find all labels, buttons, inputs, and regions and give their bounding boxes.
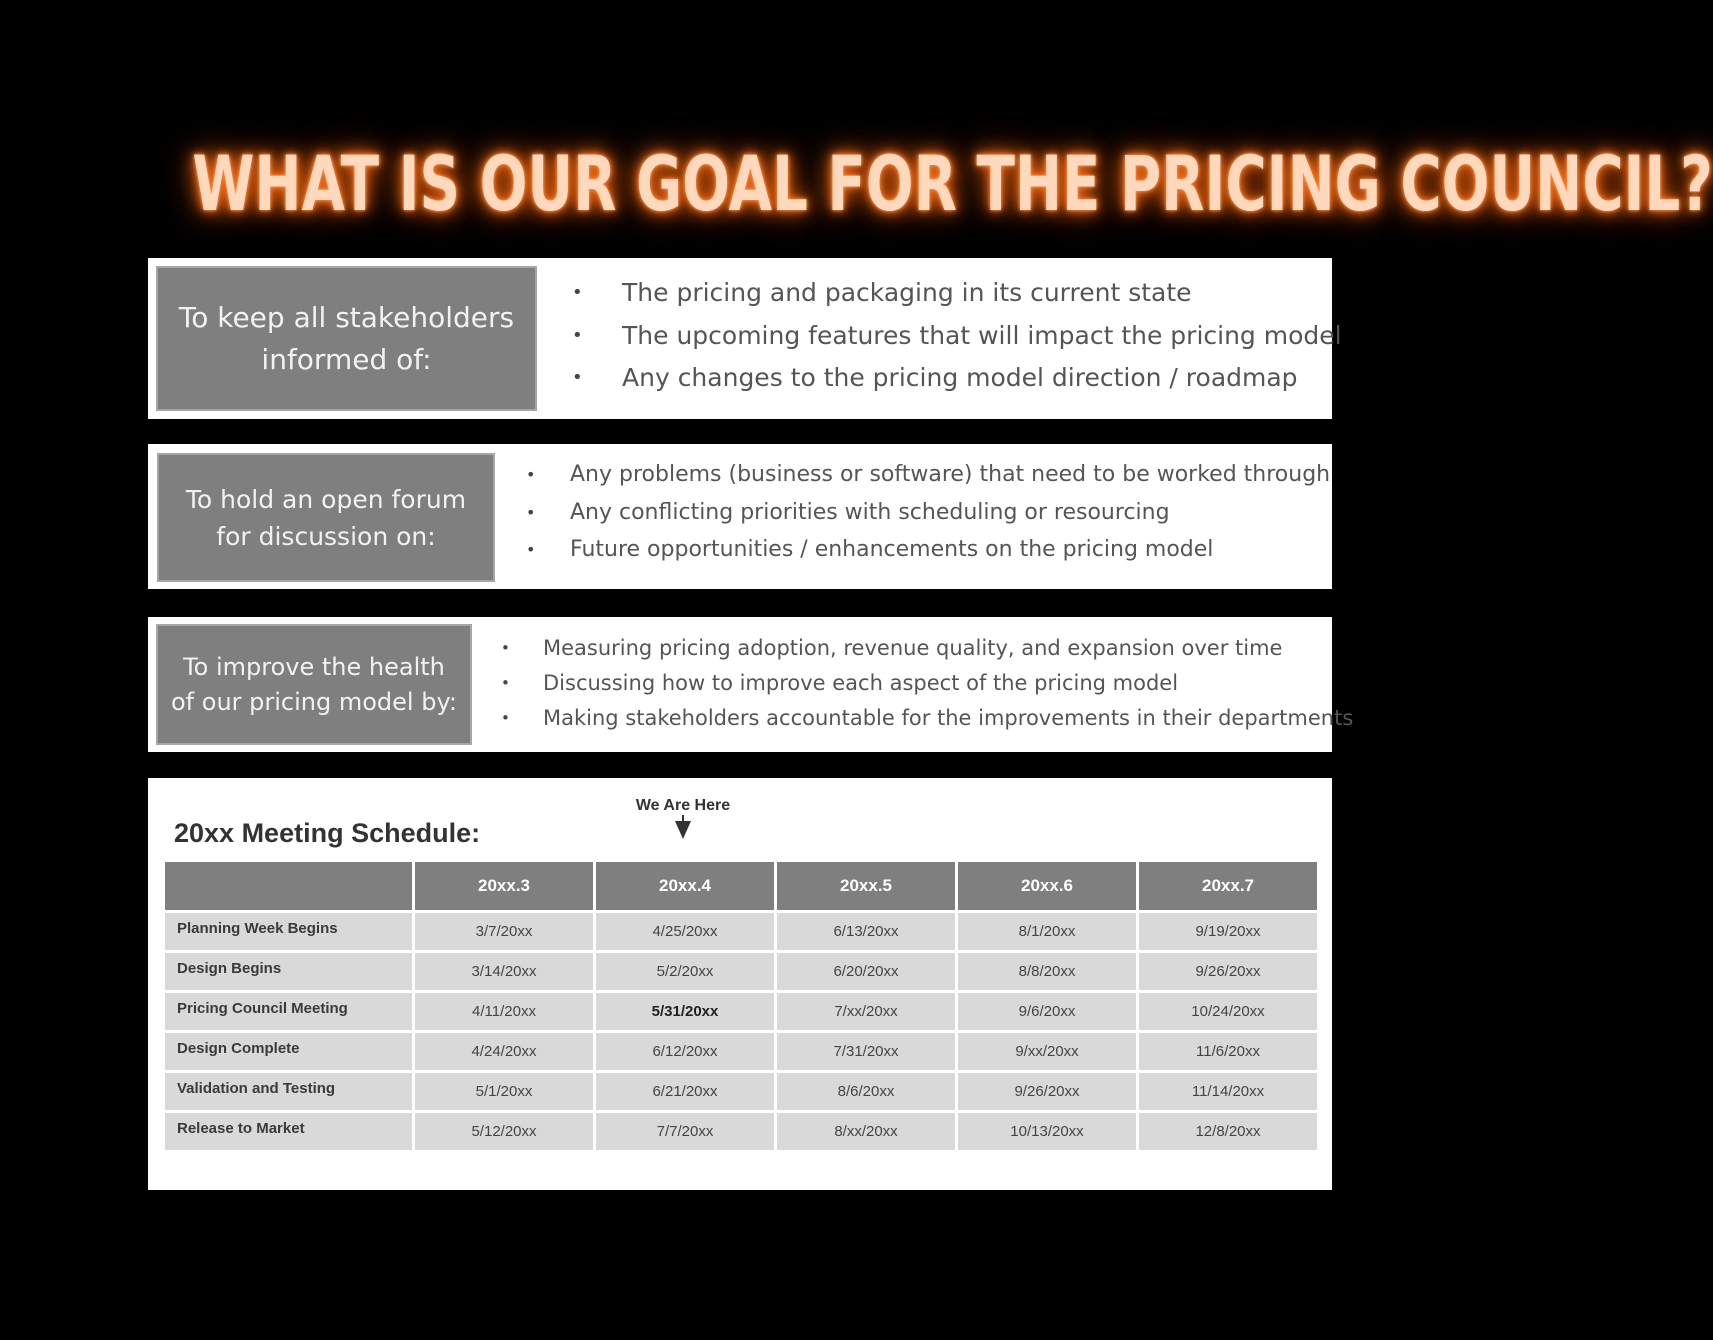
bullet-item: • Any conflicting priorities with scheduling or resourcing (570, 494, 1330, 532)
table-row (164, 992, 1319, 1032)
column-header (164, 861, 414, 912)
row-label: Planning Week Begins (164, 912, 414, 952)
table-cell: 6/12/20xx (595, 1032, 776, 1072)
bullet-item: • The upcoming features that will impact the pricing model (622, 315, 1342, 358)
table-cell: 12/8/20xx (1138, 1112, 1319, 1152)
bullet-item: • Any problems (business or software) that need to be worked through (570, 456, 1330, 494)
row-label: Pricing Council Meeting (164, 992, 414, 1032)
schedule-title: 20xx Meeting Schedule: (174, 818, 481, 848)
goal-label-line: To keep all stakeholders (178, 300, 515, 334)
table-cell: 8/6/20xx (776, 1072, 957, 1112)
table-cell: 7/xx/20xx (776, 992, 957, 1032)
goal-label-box (156, 624, 472, 745)
table-row (164, 952, 1319, 992)
table-row (164, 1112, 1319, 1152)
bullet-item: • Measuring pricing adoption, revenue quality, and expansion over time (543, 631, 1353, 666)
table-cell: 7/31/20xx (776, 1032, 957, 1072)
schedule-panel (148, 778, 1332, 1190)
goal-label-line: To improve the health (183, 652, 445, 681)
goal-panel-informed (148, 258, 1342, 419)
table-cell: 3/7/20xx (414, 912, 595, 952)
table-cell: 4/25/20xx (595, 912, 776, 952)
table-cell: 6/20/20xx (776, 952, 957, 992)
bullet-item: • Discussing how to improve each aspect of the pricing model (543, 666, 1353, 701)
column-header: 20xx.5 (776, 861, 957, 912)
row-label: Design Begins (164, 952, 414, 992)
table-cell: 5/12/20xx (414, 1112, 595, 1152)
table-cell: 10/13/20xx (957, 1112, 1138, 1152)
column-header: 20xx.3 (414, 861, 595, 912)
table-cell: 9/6/20xx (957, 992, 1138, 1032)
table-cell: 9/26/20xx (1138, 952, 1319, 992)
goal-bullet-list (622, 272, 1342, 400)
column-header: 20xx.4 (595, 861, 776, 912)
table-cell: 11/14/20xx (1138, 1072, 1319, 1112)
row-label: Validation and Testing (164, 1072, 414, 1112)
table-cell: 6/21/20xx (595, 1072, 776, 1112)
table-cell: 11/6/20xx (1138, 1032, 1319, 1072)
goal-label-line: To hold an open forum (185, 484, 467, 514)
table-cell: 4/24/20xx (414, 1032, 595, 1072)
table-cell: 7/7/20xx (595, 1112, 776, 1152)
table-header-row (164, 861, 1319, 912)
goal-panel-health (148, 617, 1354, 752)
table-cell: 6/13/20xx (776, 912, 957, 952)
goal-panel-forum (148, 444, 1332, 589)
schedule-table (162, 859, 1320, 1153)
table-cell: 4/11/20xx (414, 992, 595, 1032)
table-cell: 8/1/20xx (957, 912, 1138, 952)
goal-bullet-list (543, 631, 1353, 736)
table-cell: 9/19/20xx (1138, 912, 1319, 952)
column-header: 20xx.6 (957, 861, 1138, 912)
bullet-item: • Any changes to the pricing model direction / roadmap (622, 357, 1342, 400)
bullet-item: • Making stakeholders accountable for the improvements in their departments (543, 701, 1353, 736)
column-header: 20xx.7 (1138, 861, 1319, 912)
table-cell: 9/xx/20xx (957, 1032, 1138, 1072)
bullet-item: • The pricing and packaging in its current state (622, 272, 1342, 315)
table-cell: 8/xx/20xx (776, 1112, 957, 1152)
table-cell: 8/8/20xx (957, 952, 1138, 992)
table-cell: 5/1/20xx (414, 1072, 595, 1112)
table-cell: 3/14/20xx (414, 952, 595, 992)
goal-label-line: of our pricing model by: (171, 687, 457, 716)
table-cell: 10/24/20xx (1138, 992, 1319, 1032)
row-label: Design Complete (164, 1032, 414, 1072)
row-label: Release to Market (164, 1112, 414, 1152)
table-row (164, 912, 1319, 952)
goal-label-line: for discussion on: (216, 521, 436, 551)
table-cell-current: 5/31/20xx (595, 992, 776, 1032)
table-row (164, 1032, 1319, 1072)
goal-label-box (156, 266, 537, 411)
we-are-here-label: We Are Here (635, 797, 731, 814)
down-arrow-icon (675, 821, 691, 839)
goal-bullet-list (570, 456, 1330, 569)
bullet-item: • Future opportunities / enhancements on the pricing model (570, 531, 1330, 569)
table-cell: 9/26/20xx (957, 1072, 1138, 1112)
table-cell: 5/2/20xx (595, 952, 776, 992)
goal-label-box (157, 453, 495, 582)
table-row (164, 1072, 1319, 1112)
goal-label-line: informed of: (261, 342, 432, 376)
page-title: WHAT IS OUR GOAL FOR THE PRICING COUNCIL? (192, 139, 1713, 228)
